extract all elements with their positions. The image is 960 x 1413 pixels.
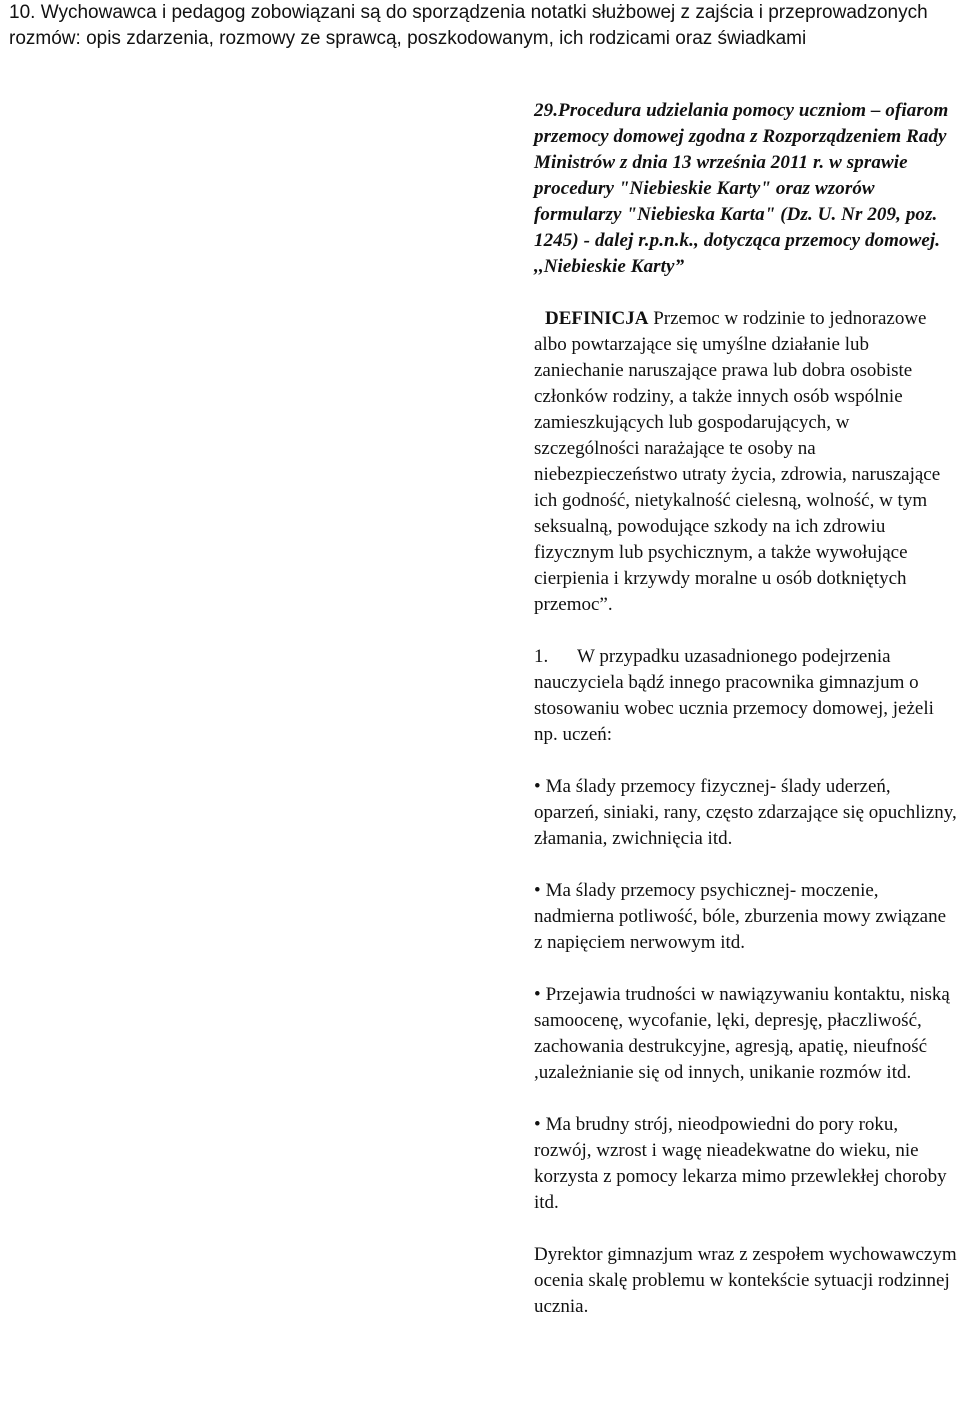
bullet-text: Przejawia trudności w nawiązywaniu kontaktu, niską samoocenę, wycofanie, lęki, depresję, płaczliwość, zachowania destrukcyjne, agresją, apatię, nieufność ,uzależnianie się od innych, unikanie rozmów itd. — [534, 984, 950, 1083]
definition-paragraph — [534, 306, 958, 618]
bullet-text: Ma ślady przemocy psychicznej- moczenie, nadmierna potliwość, bóle, zburzenia mowy związane z napięciem nerwowym itd. — [534, 880, 947, 953]
bullet-text: Ma brudny strój, nieodpowiedni do pory roku, rozwój, wzrost i wagę nieadekwatne do wieku, nie korzysta z pomocy lekarza mimo przewlekłej choroby itd. — [534, 1114, 947, 1213]
numbered-point-1 — [534, 644, 958, 748]
procedure-section — [534, 98, 958, 1320]
bullet-item — [534, 878, 958, 956]
closing-paragraph: Dyrektor gimnazjum wraz z zespołem wychowawczym ocenia skalę problemu w kontekście sytuacji rodzinnej ucznia. — [534, 1244, 957, 1317]
bullet-item — [534, 982, 958, 1086]
bullet-text: Ma ślady przemocy fizycznej- ślady uderzeń, oparzeń, siniaki, rany, często zdarzające się opuchlizny, złamania, zwichnięcia itd. — [534, 776, 957, 849]
bullet-item — [534, 1112, 958, 1216]
bullet-item — [534, 774, 958, 852]
paragraph-10: 10. Wychowawca i pedagog zobowiązani są do sporządzenia notatki służbowej z zajścia i przeprowadzonych rozmów: opis zdarzenia, rozmowy ze sprawcą, poszkodowanym, ich rodzicami oraz świadkami — [9, 2, 928, 49]
definition-term: DEFINICJA — [545, 308, 649, 329]
definition-text: Przemoc w rodzinie to jednorazowe albo powtarzające się umyślne działanie lub zaniechanie naruszające prawa lub dobra osobiste członków rodziny, a także innych osób wspólnie zamieszkujących lub gospodarujących, w szczególności narażające te osoby na niebezpieczeństwo utraty życia, zdrowia, naruszające ich godność, nietykalność cielesną, wolność, w tym seksualną, powodujące szkody na ich zdrowiu fizycznym lub psychicznym, a także wywołujące cierpienia i krzywdy moralne u osób dotkniętych przemoc”. — [534, 308, 941, 615]
bullet-symbol: • — [534, 984, 541, 1005]
point-text: W przypadku uzasadnionego podejrzenia nauczyciela bądź innego pracownika gimnazjum o stosowaniu wobec ucznia przemocy domowej, jeżeli np. uczeń: — [534, 646, 934, 745]
point-number: 1. — [534, 646, 549, 667]
bullet-symbol: • — [534, 1114, 541, 1135]
section-heading: 29.Procedura udzielania pomocy uczniom – ofiarom przemocy domowej zgodna z Rozporządzeniem Rady Ministrów z dnia 13 września 2011 r. w sprawie procedury "Niebieskie Karty" oraz wzorów formularzy "Niebieska Karta" (Dz. U. Nr 209, poz. 1245) - dalej r.p.n.k., dotycząca przemocy domowej. ,,Niebieskie Karty” — [534, 100, 949, 277]
bullet-symbol: • — [534, 776, 541, 797]
bullet-symbol: • — [534, 880, 541, 901]
